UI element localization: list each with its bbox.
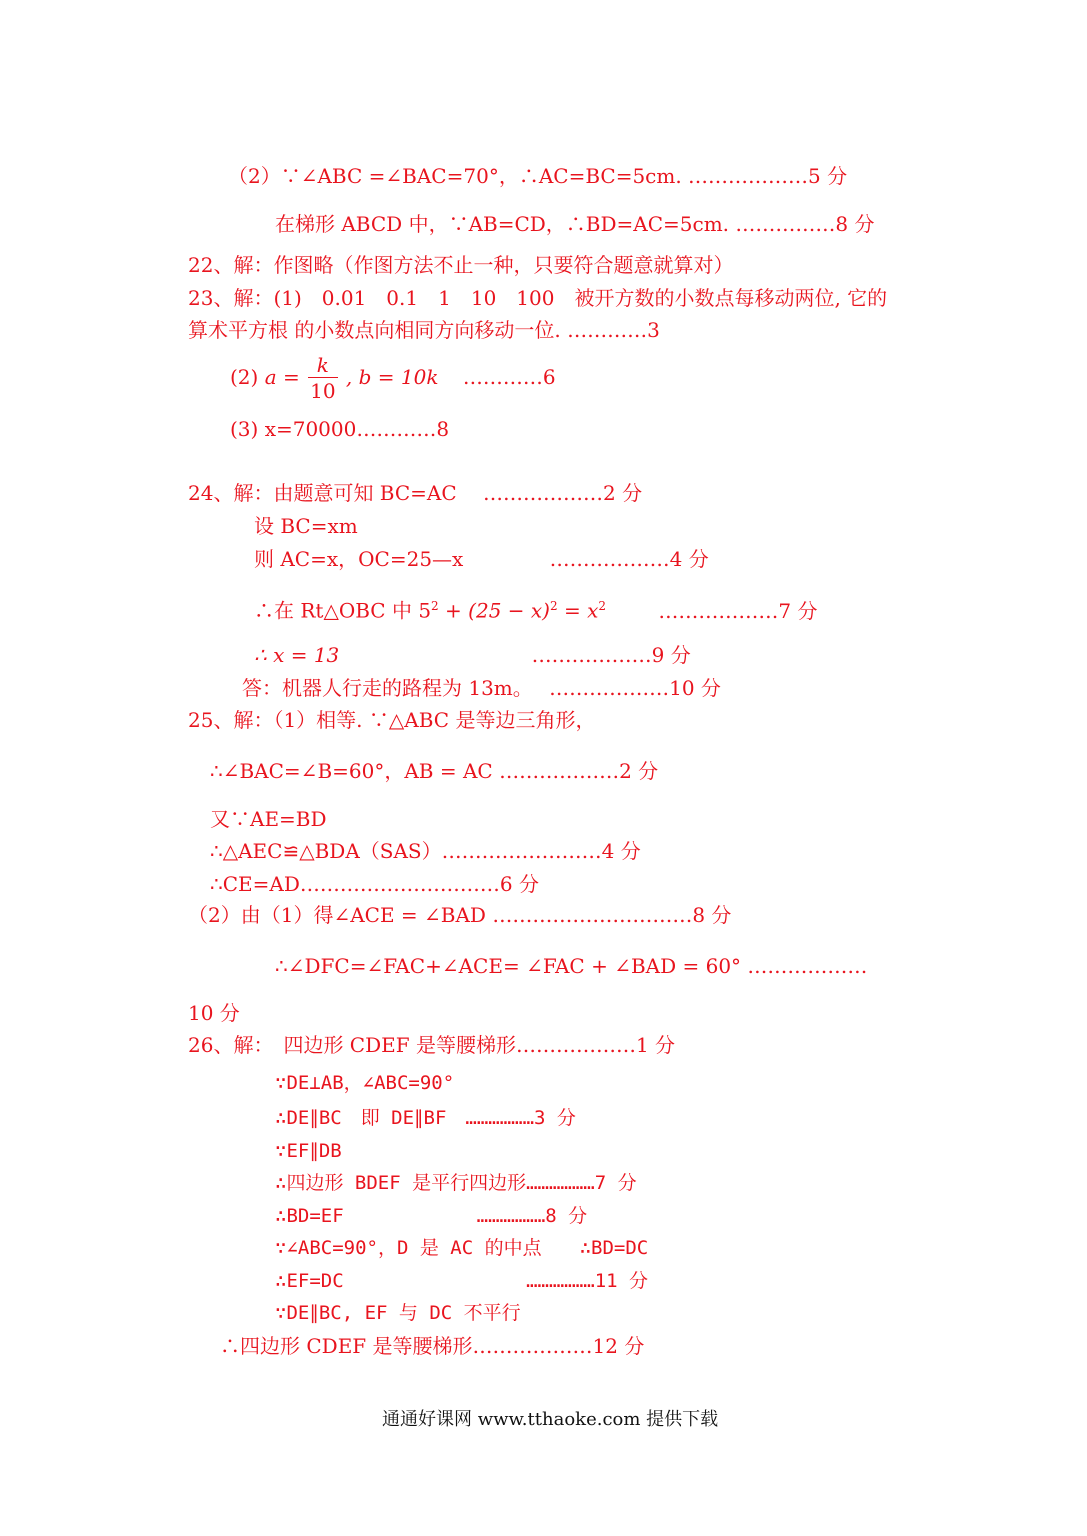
line-25-congruent: ∴△AEC≌△BDA（SAS）……………………4 分 bbox=[210, 839, 641, 863]
line-26-parallelogram: ∴四边形 BDEF 是平行四边形………………7 分 bbox=[275, 1172, 637, 1194]
line-23-1-cont: 算术平方根 的小数点向相同方向移动一位. …………3 bbox=[188, 318, 660, 342]
line-26-de-bc: ∴DE∥BC 即 DE∥BF ………………3 分 bbox=[275, 1107, 576, 1129]
line-26-de-ab: ∵DE⊥AB，∠ABC=90° bbox=[275, 1072, 455, 1094]
line-26-ef-db: ∵EF∥DB bbox=[275, 1140, 342, 1162]
line-26-head: 26、解： 四边形 CDEF 是等腰梯形………………1 分 bbox=[188, 1033, 676, 1057]
line-25-2: （2）由（1）得∠ACE = ∠BAD …………………………8 分 bbox=[188, 903, 732, 927]
equation-sup-3: 2 bbox=[598, 599, 607, 613]
line-25-head: 25、解：（1）相等. ∵△ABC 是等边三角形， bbox=[188, 708, 596, 732]
line-24-set: 设 BC=xm bbox=[254, 514, 358, 538]
line-24-then: 则 AC=x，OC=25—x ………………4 分 bbox=[254, 547, 709, 571]
line-22: 22、解：作图略（作图方法不止一种，只要符合题意就算对） bbox=[188, 253, 734, 277]
fraction-numerator: k bbox=[316, 353, 329, 377]
solution-x: ∴ x = 13 bbox=[254, 643, 340, 667]
line-21-2: （2）∵∠ABC =∠BAC=70°，∴AC=BC=5cm. ………………5 分 bbox=[228, 164, 848, 188]
line-26-ef-dc: ∴EF=DC ………………11 分 bbox=[275, 1270, 649, 1292]
line-24-x bbox=[254, 642, 691, 668]
equation-left: ∴在 Rt△OBC 中 5 bbox=[254, 598, 432, 623]
line-25-score: 10 分 bbox=[188, 1001, 240, 1025]
line-25-dfc: ∴∠DFC=∠FAC+∠ACE= ∠FAC + ∠BAD = 60° ……………… bbox=[275, 954, 868, 978]
line-25-ae-bd: 又∵AE=BD bbox=[210, 807, 327, 831]
line-26-not-parallel: ∵DE∥BC, EF 与 DC 不平行 bbox=[275, 1302, 521, 1324]
equation-sup-1: 2 bbox=[431, 599, 439, 613]
line-21-2-trapezoid: 在梯形 ABCD 中，∵AB=CD，∴BD=AC=5cm. ……………8 分 bbox=[275, 212, 875, 236]
line-24-head: 24、解：由题意可知 BC=AC ………………2 分 bbox=[188, 481, 643, 505]
line-23-1: 23、解：(1) 0.01 0.1 1 10 100 被开方数的小数点每移动两位, 它的 bbox=[188, 286, 888, 310]
line-26-conclusion: ∴四边形 CDEF 是等腰梯形………………12 分 bbox=[220, 1334, 645, 1358]
score-23-2: …………6 bbox=[462, 365, 556, 389]
page-footer: 通通好课网 www.tthaoke.com 提供下载 bbox=[382, 1409, 719, 1430]
line-25-angles: ∴∠BAC=∠B=60°，AB = AC ………………2 分 bbox=[210, 759, 659, 783]
var-a: a = bbox=[264, 365, 300, 389]
fraction-k-over-10 bbox=[308, 353, 337, 404]
line-26-midpoint: ∵∠ABC=90°，D 是 AC 的中点 ∴BD=DC bbox=[275, 1237, 649, 1259]
score-24-eq: ………………7 分 bbox=[658, 598, 818, 623]
score-24-x: ………………9 分 bbox=[531, 643, 691, 667]
line-24-equation bbox=[254, 593, 817, 624]
line-26-bd-ef: ∴BD=EF ………………8 分 bbox=[275, 1205, 588, 1227]
line-24-answer: 答：机器人行走的路程为 13m。 ………………10 分 bbox=[242, 676, 721, 700]
var-b-expr: , b = 10k bbox=[345, 365, 439, 389]
fraction-denominator: 10 bbox=[310, 379, 336, 403]
line-25-ce-ad: ∴CE=AD…………………………6 分 bbox=[210, 872, 539, 896]
label-23-2: (2) bbox=[230, 365, 259, 389]
line-23-2 bbox=[230, 352, 556, 404]
equation-sup-2: 2 bbox=[549, 599, 558, 613]
line-23-3: (3) x=70000…………8 bbox=[230, 417, 450, 441]
equation-right: = x bbox=[557, 598, 599, 623]
equation-mid: + (25 − x) bbox=[438, 598, 550, 623]
